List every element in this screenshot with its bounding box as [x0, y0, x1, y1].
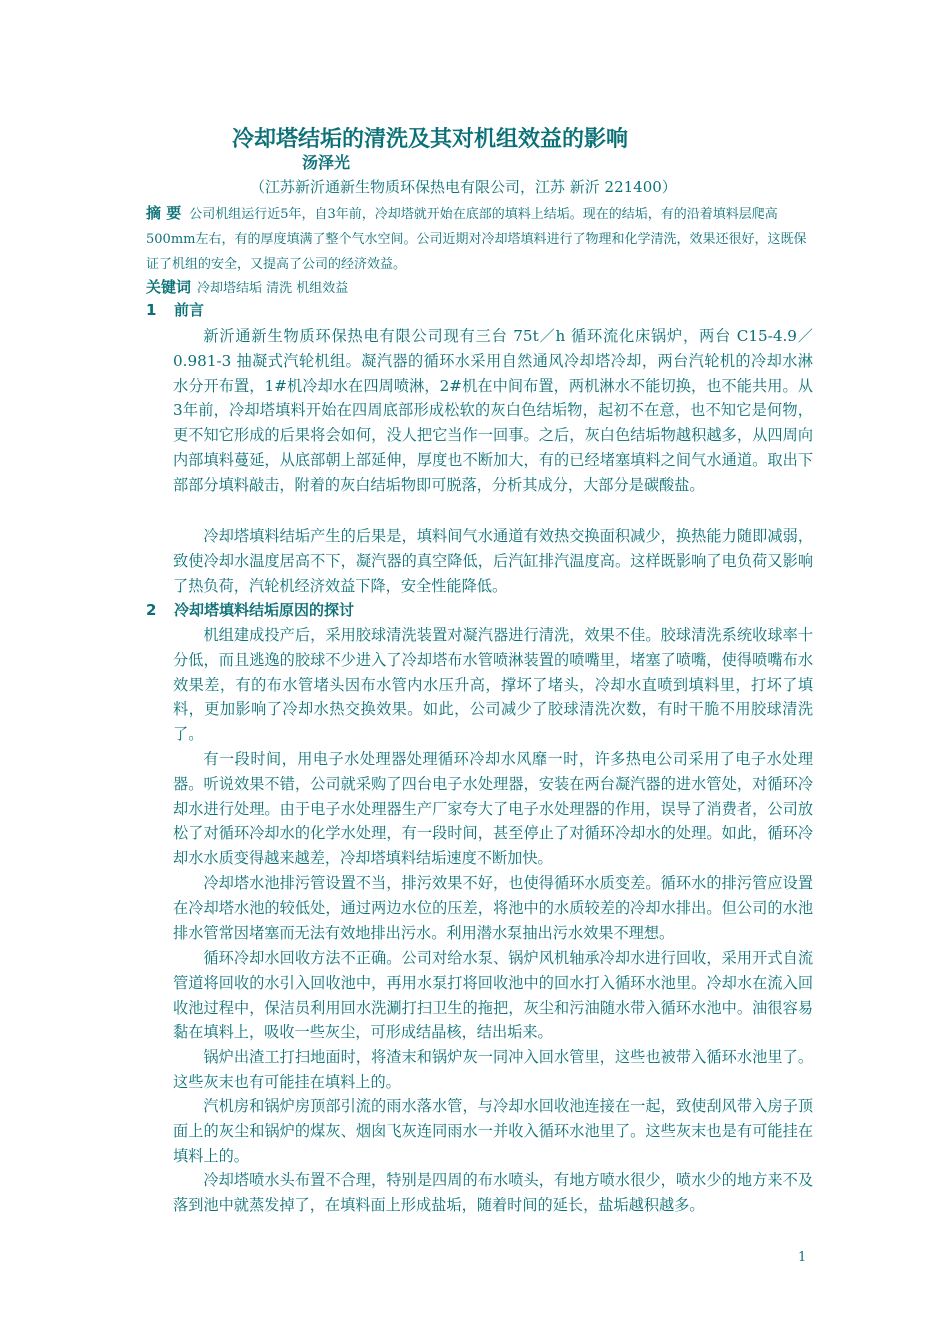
abstract [146, 201, 812, 277]
page-number: 1 [798, 1250, 807, 1265]
section-heading [146, 599, 354, 620]
section-heading [146, 299, 204, 320]
paragraph: 冷却塔水池排污管设置不当，排污效果不好，也使得循环水质变差。循环水的排污管应设置在冷却塔水池的较低处，通过两边水位的压差，将池中的水质较差的冷却水排出。但公司的水池排水管常因堵塞而无法有效地排出污水。利用潜水泵抽出污水效果不理想。 [173, 874, 813, 942]
keywords-text: 冷却塔结垢 清洗 机组效益 [197, 281, 349, 296]
section-title: 冷却塔填料结垢原因的探讨 [174, 601, 355, 619]
paragraph: 机组建成投产后，采用胶球清洗装置对凝汽器进行清洗，效果不佳。胶球清洗系统收球率十分低，而且逃逸的胶球不少进入了冷却塔布水管喷淋装置的喷嘴里，堵塞了喷嘴，使得喷嘴布水效果差，有的布水管堵头因布水管内水压升高，撑坏了堵头，冷却水直喷到填料里，打坏了填料，更加影响了冷却水热交换效果。如此，公司减少了胶球清洗次数，有时干脆不用胶球清洗了。 [173, 626, 813, 744]
paragraph: 冷却塔喷水头布置不合理，特别是四周的布水喷头，有地方喷水很少，喷水少的地方来不及落到池中就蒸发掉了，在填料面上形成盐垢，随着时间的延长，盐垢越积越多。 [173, 1171, 813, 1214]
keywords [146, 275, 348, 301]
paragraph: 冷却塔填料结垢产生的后果是，填料间气水通道有效热交换面积减少，换热能力随即减弱，致使冷却水温度居高不下，凝汽器的真空降低，后汽缸排汽温度高。这样既影响了电负荷又影响了热负荷，汽轮机经济效益下降，安全性能降低。 [173, 527, 813, 595]
paragraph: 有一段时间，用电子水处理器处理循环冷却水风靡一时，许多热电公司采用了电子水处理器。听说效果不错，公司就采购了四台电子水处理器，安装在两台凝汽器的进水管处，对循环冷却水进行处理。由于电子水处理器生产厂家夸大了电子水处理器的作用，误导了消费者，公司放松了对循环冷却水的化学水处理，有一段时间，甚至停止了对循环冷却水的处理。如此，循环冷却水水质变得越来越差，冷却塔填料结垢速度不断加快。 [173, 750, 813, 868]
author-name: 汤泽光 [302, 153, 351, 172]
affiliation: （江苏新沂通新生物质环保热电有限公司，江苏 新沂 221400） [250, 178, 677, 196]
abstract-text: 公司机组运行近5年，自3年前，冷却塔就开始在底部的填料上结垢。现在的结垢，有的沿着填料层爬高500mm左右，有的厚度填满了整个气水空间。公司近期对冷却塔填料进行了物理和化学清洗，效果还很好，这既保证了机组的安全，又提高了公司的经济效益。 [146, 207, 807, 272]
keywords-label: 关键词 [146, 278, 192, 296]
section-number: 2 [146, 601, 157, 619]
section-number: 1 [146, 301, 157, 319]
paragraph: 循环冷却水回收方法不正确。公司对给水泵、锅炉风机轴承冷却水进行回收，采用开式自流管道将回收的水引入回收池中，再用水泵打将回收池中的回水打入循环水池里。冷却水在流入回收池过程中，保洁员利用回水洗涮打扫卫生的拖把，灰尘和污油随水带入循环水池中。油很容易黏在填料上，吸收一些灰尘，可形成结晶核，结出垢来。 [173, 949, 813, 1042]
section-title: 前言 [174, 301, 205, 319]
paragraph: 锅炉出渣工打扫地面时，将渣末和锅炉灰一同冲入回水管里，这些也被带入循环水池里了。这些灰末也有可能挂在填料上的。 [173, 1048, 813, 1091]
paragraph: 汽机房和锅炉房顶部引流的雨水落水管，与冷却水回收池连接在一起，致使刮风带入房子顶面上的灰尘和锅炉的煤灰、烟囱飞灰连同雨水一并收入循环水池里了。这些灰末也是有可能挂在填料上的。 [173, 1097, 813, 1165]
paragraph: 新沂通新生物质环保热电有限公司现有三台 75t／h 循环流化床锅炉，两台 C15-4.9／0.981-3 抽凝式汽轮机组。凝汽器的循环水采用自然通风冷却塔冷却，两台汽轮机的冷却水淋水分开布置，1#机冷却水在四周喷淋，2#机在中间布置，两机淋水不能切换，也不能共用。从3年前，冷却塔填料开始在四周底部形成松软的灰白色结垢物，起初不在意，也不知它是何物，更不知它形成的后果将会如何，没人把它当作一回事。之后，灰白色结垢物越积越多，从四周向内部填料蔓延，从底部朝上部延伸，厚度也不断加大，有的已经堵塞填料之间气水通道。取出下部部分填料敲击，附着的灰白结垢物即可脱落，分析其成分，大部分是碳酸盐。 [173, 327, 813, 494]
abstract-label: 摘 要 [146, 204, 182, 222]
paper-title: 冷却塔结垢的清洗及其对机组效益的影响 [231, 127, 628, 152]
